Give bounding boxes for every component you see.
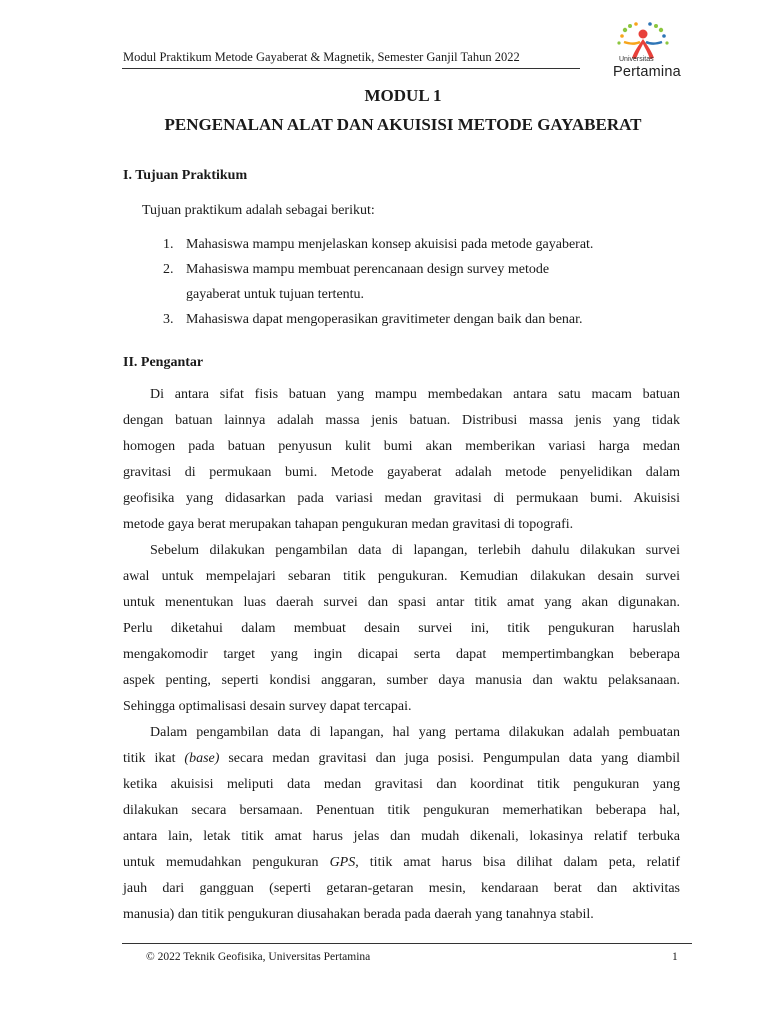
section-heading-pengantar: II. Pengantar	[123, 355, 204, 370]
logo-caption-small: Universitas	[619, 56, 654, 63]
paragraph-line: mengakomodir target yang ingin dicapai serta dapat mempertimbangkan beberapa	[123, 647, 680, 662]
list-item: Mahasiswa mampu menjelaskan konsep akuisisi pada metode gayaberat.	[186, 237, 594, 252]
footer-copyright: © 2022 Teknik Geofisika, Universitas Pertamina	[146, 951, 371, 963]
module-subtitle: PENGENALAN ALAT DAN AKUISISI METODE GAYABERAT	[164, 115, 642, 134]
paragraph-line: gravitasi di permukaan bumi. Metode gayaberat adalah metode penyelidikan dalam	[123, 465, 680, 480]
list-item-number: 2.	[163, 262, 174, 277]
text-run: secara medan gravitasi dan juga posisi. Pengumpulan data yang diambil	[219, 751, 680, 766]
text-run: , titik amat harus bisa dilihat dalam peta, relatif	[355, 855, 681, 870]
paragraph-line: Dalam pengambilan data di lapangan, hal yang pertama dilakukan adalah pembuatan	[150, 725, 680, 740]
list-item: Mahasiswa dapat mengoperasikan gravitimeter dengan baik dan benar.	[186, 312, 583, 327]
paragraph-line: untuk menentukan luas daerah survei dan spasi antar titik amat yang akan digunakan.	[123, 595, 680, 610]
logo-caption-big: Pertamina	[613, 64, 681, 80]
paragraph-line: ketika akuisisi meliputi data medan gravitasi dan koordinat titik pengukuran yang	[123, 777, 680, 792]
paragraph-line: dilakukan secara bersamaan. Penentuan titik pengukuran memerhatikan beberapa hal,	[123, 803, 680, 818]
paragraph-line: awal untuk mempelajari sebaran titik pengukuran. Kemudian dilakukan desain survei	[123, 569, 680, 584]
paragraph-line: Sehingga optimalisasi desain survey dapat tercapai.	[123, 699, 412, 714]
paragraph-line: metode gaya berat merupakan tahapan pengukuran medan gravitasi di topografi.	[123, 517, 574, 532]
running-header: Modul Praktikum Metode Gayaberat & Magnetik, Semester Ganjil Tahun 2022	[123, 50, 520, 64]
paragraph-line: Sebelum dilakukan pengambilan data di lapangan, terlebih dahulu dilakukan survei	[150, 543, 680, 558]
module-title: MODUL 1	[364, 86, 442, 105]
paragraph-line: geofisika yang didasarkan pada variasi medan gravitasi di permukaan bumi. Akuisisi	[123, 491, 680, 506]
paragraph-line: Di antara sifat fisis batuan yang mampu membedakan antara satu macam batuan	[150, 387, 680, 402]
paragraph-line: homogen pada batuan penyusun kulit bumi akan memberikan variasi harga medan	[123, 439, 680, 454]
paragraph-line: antara lain, letak titik amat harus jelas dan mudah dikenali, lokasinya relatif terbuka	[123, 829, 680, 844]
header-rule	[122, 68, 580, 69]
footer-rule	[122, 943, 692, 944]
section-intro: Tujuan praktikum adalah sebagai berikut:	[142, 203, 375, 218]
list-item-continuation: gayaberat untuk tujuan tertentu.	[186, 287, 365, 302]
paragraph-line: dengan batuan lainnya adalah massa jenis batuan. Distribusi massa jenis yang tidak	[123, 413, 680, 428]
paragraph-line: aspek penting, seperti kondisi anggaran, sumber daya manusia dan waktu pelaksanaan.	[123, 673, 680, 688]
italic-term-base: (base)	[184, 751, 220, 766]
italic-term-gps: GPS	[329, 855, 356, 870]
paragraph-line	[123, 751, 680, 771]
list-item: Mahasiswa mampu membuat perencanaan design survey metode	[186, 262, 550, 277]
section-heading-tujuan: I. Tujuan Praktikum	[123, 168, 248, 183]
text-run: titik ikat	[123, 751, 185, 766]
paragraph-line	[123, 855, 680, 875]
page-number: 1	[672, 951, 678, 963]
list-item-number: 3.	[163, 312, 174, 327]
list-item-number: 1.	[163, 237, 174, 252]
paragraph-line: jauh dari gangguan (seperti getaran-getaran mesin, kendaraan berat dan aktivitas	[123, 881, 680, 896]
text-run: untuk memudahkan pengukuran	[123, 855, 330, 870]
paragraph-line: Perlu diketahui dalam membuat desain survei ini, titik pengukuran haruslah	[123, 621, 680, 636]
paragraph-line: manusia) dan titik pengukuran diusahakan berada pada daerah yang tanahnya stabil.	[123, 907, 594, 922]
